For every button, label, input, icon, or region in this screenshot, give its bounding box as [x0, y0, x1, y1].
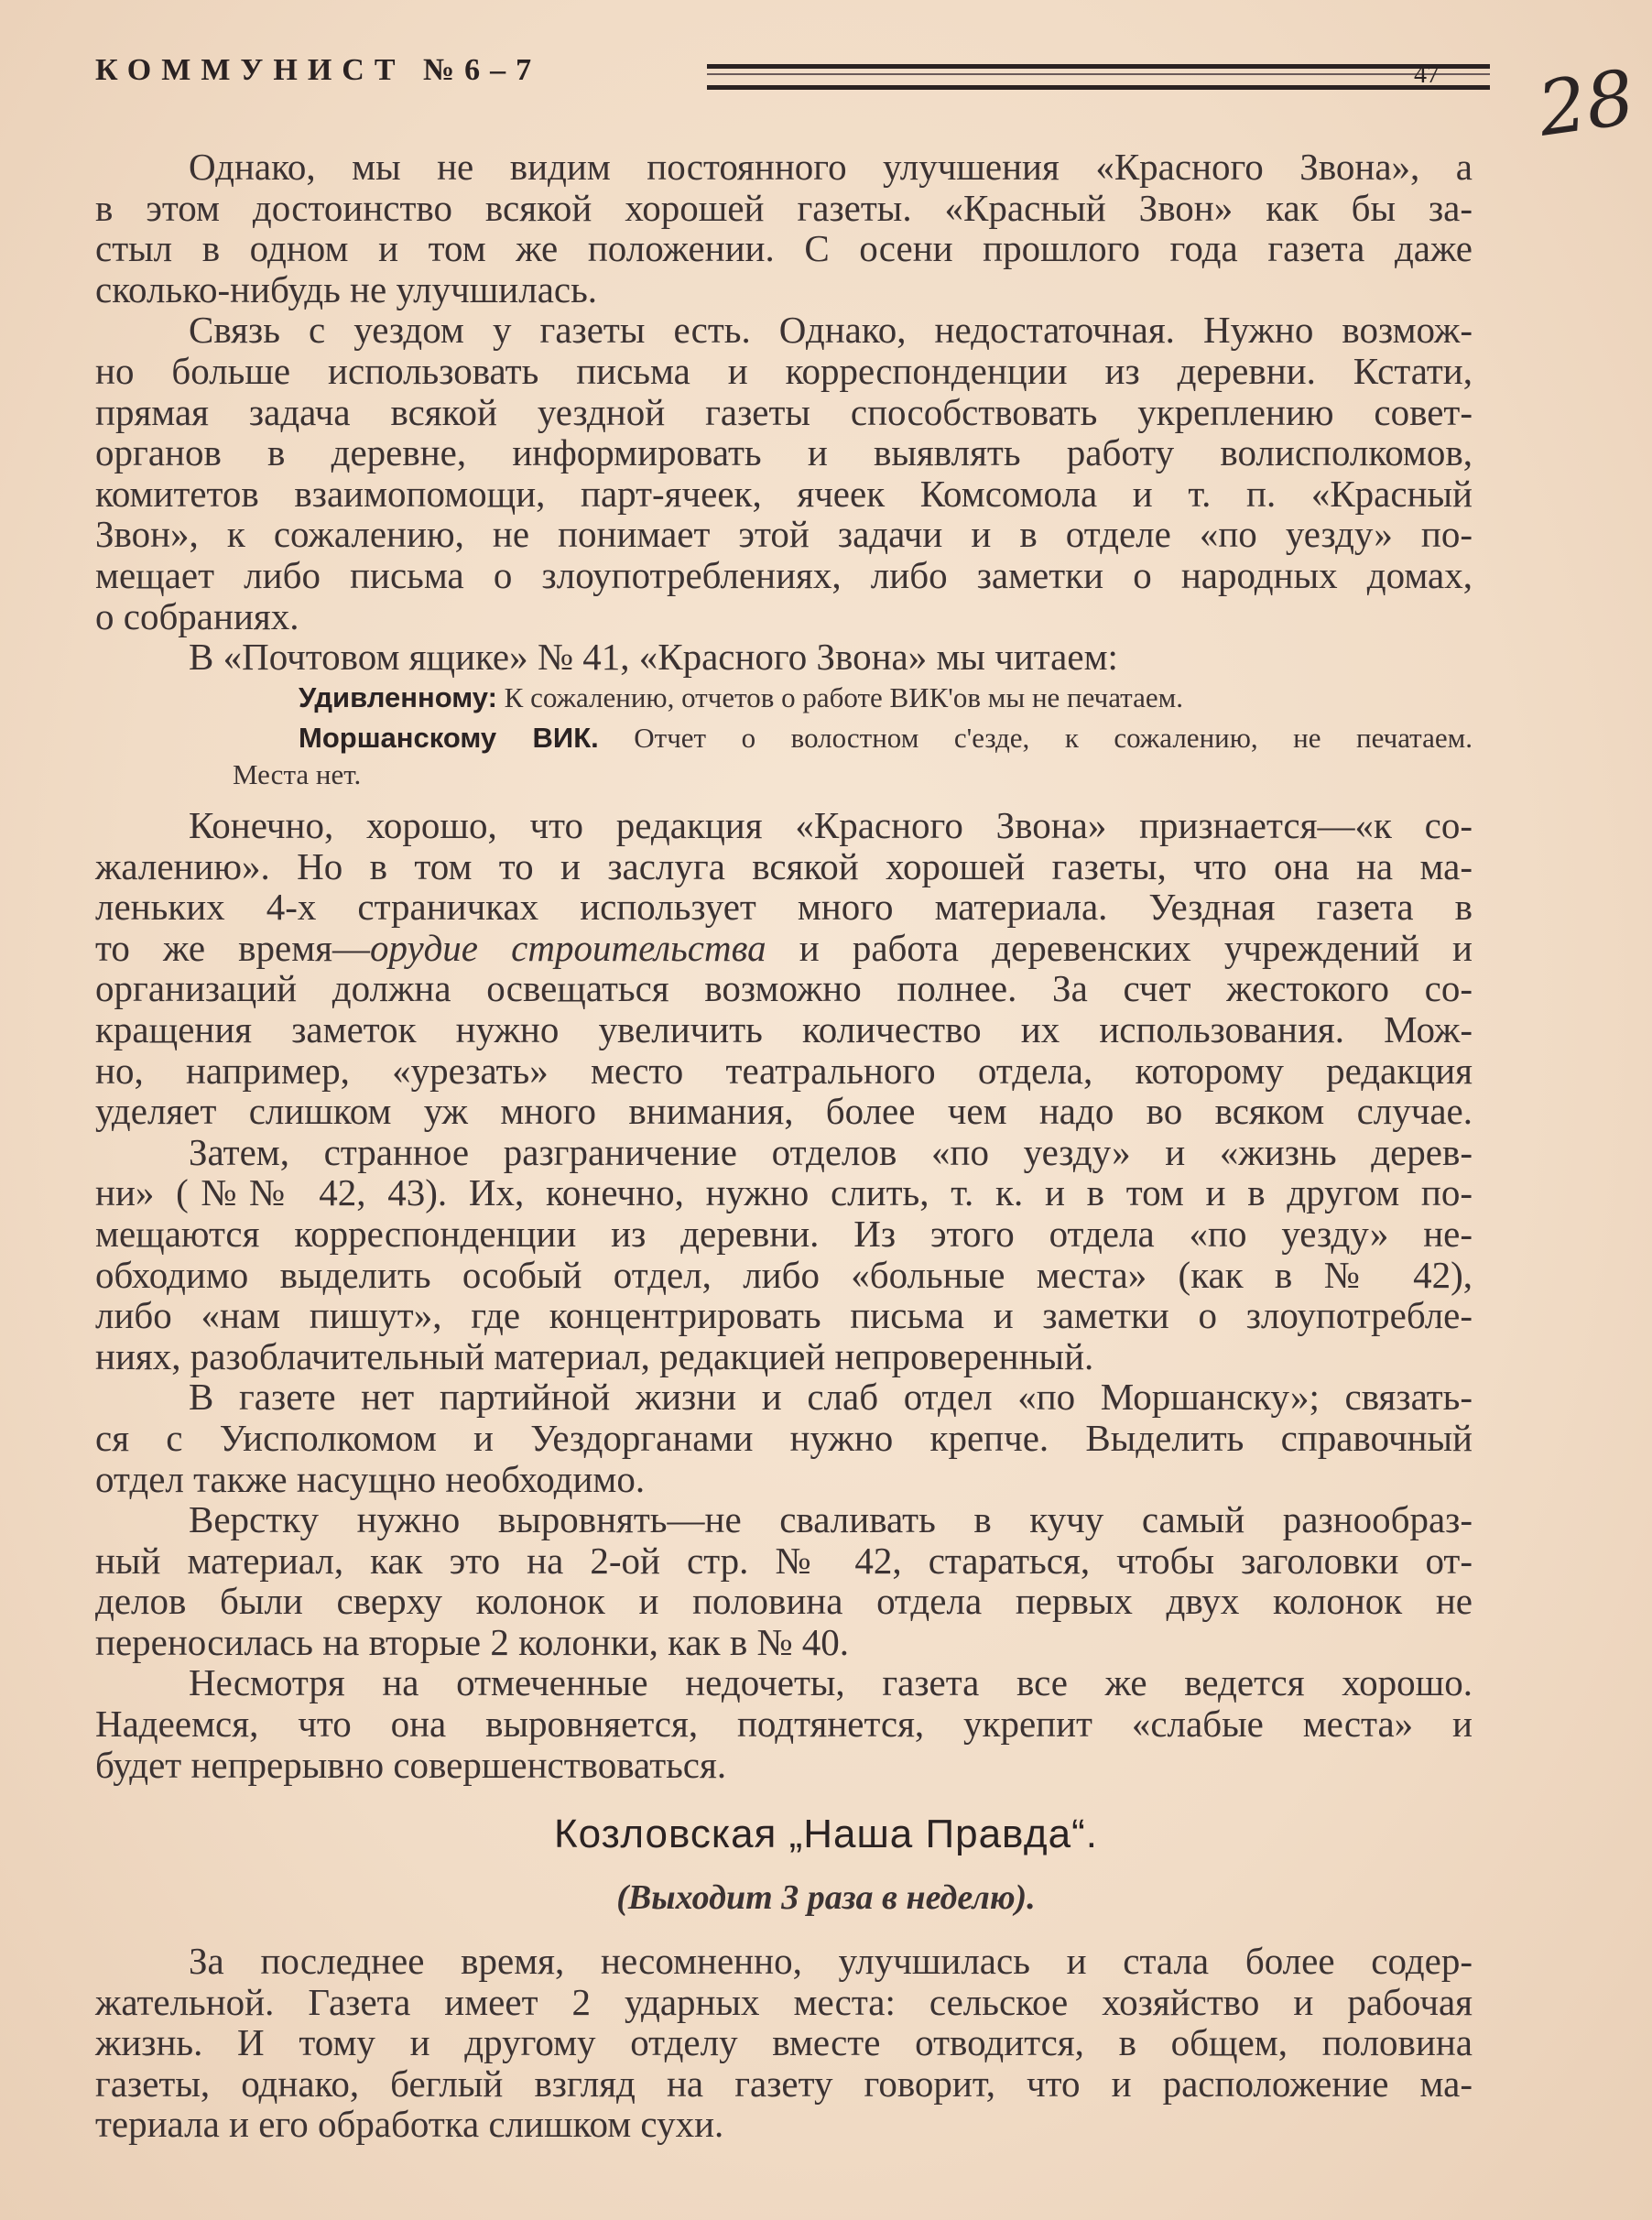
text-segment: ный материал, как это на 2-ой стр. № 42, стараться, чтобы заголовки от-	[95, 1539, 1473, 1582]
text-line	[95, 188, 1473, 229]
text-segment: Конечно, хорошо, что редакция «Красного Звона» признается—«к со-	[189, 804, 1473, 846]
text-segment: Несмотря на отмеченные недочеты, газета все же ведется хорошо.	[189, 1661, 1473, 1704]
running-header	[95, 53, 1487, 99]
text-line	[95, 1540, 1473, 1582]
text-segment: и работа деревенских учреждений и	[766, 926, 1473, 969]
text-line	[95, 1295, 1473, 1336]
text-segment: жательной. Газета имеет 2 ударных места: сельское хозяйство и рабочая	[95, 1980, 1473, 2023]
text-line	[95, 555, 1473, 596]
text-line	[95, 1377, 1473, 1418]
text-segment: Связь с уездом у газеты есть. Однако, недостаточная. Нужно возмож-	[189, 309, 1473, 352]
text-segment: Надеемся, что она выровняется, подтянется, укрепит «слабые места» и	[95, 1703, 1473, 1746]
text-segment: обходимо выделить особый отдел, либо «больные места» (как в № 42),	[95, 1253, 1473, 1296]
text-segment: жалению». Но в том то и заслуга всякой хорошей газеты, что она на ма-	[95, 844, 1473, 887]
quote-reply-1-text: К сожалению, отчетов о работе ВИК'ов мы не печатаем.	[496, 681, 1183, 713]
text-segment: то же время—	[95, 926, 371, 969]
text-segment: ни» (№№ 42, 43). Их, конечно, нужно слить, т. к. и в том и в другом по-	[95, 1171, 1473, 1214]
article-text-part3	[95, 1941, 1473, 2145]
handwritten-folio-number: 28	[1532, 54, 1640, 154]
text-line	[95, 2022, 1473, 2063]
text-line	[95, 514, 1473, 555]
text-line	[95, 596, 1473, 637]
text-segment: делов были сверху колонок и половина отдела первых двух колонок не	[95, 1580, 1473, 1623]
text-line	[95, 392, 1473, 433]
article-text-part2	[95, 805, 1473, 1785]
text-segment: но больше использовать письма и корреспонденции из деревни. Кстати,	[95, 349, 1473, 392]
text-segment: переносилась на вторые 2 колонки, как в № 40.	[95, 1620, 850, 1663]
text-line	[95, 2104, 1473, 2145]
text-line	[95, 1662, 1473, 1703]
page-number: 47	[1414, 60, 1440, 89]
text-line	[95, 2063, 1473, 2105]
text-line	[95, 310, 1473, 351]
text-line	[95, 928, 1473, 969]
text-line	[95, 1091, 1473, 1132]
text-line	[95, 228, 1473, 269]
text-line	[95, 269, 1473, 310]
text-segment: Однако, мы не видим постоянного улучшения «Красного Звона», а	[189, 146, 1473, 188]
text-line	[95, 147, 1473, 188]
text-segment: териала и его обработка слишком сухи.	[95, 2103, 724, 2146]
text-segment: ся с Уисполкомом и Уездорганами нужно крепче. Выделить справочный	[95, 1416, 1473, 1459]
italic-emphasis: орудие строительства	[370, 926, 766, 969]
text-segment: В «Почтовом ящике» № 41, «Красного Звона» мы читаем:	[189, 636, 1118, 679]
text-segment: комитетов взаимопомощи, парт-ячеек, ячеек Комсомола и т. п. «Красный	[95, 472, 1473, 515]
header-double-rule	[707, 64, 1490, 90]
quote-reply-1	[95, 680, 1473, 716]
text-segment: Звон», к сожалению, не понимает этой задачи и в отделе «по уезду» по-	[95, 513, 1473, 556]
quote-reply-2-label: Моршанскому ВИК.	[299, 722, 599, 754]
text-line	[95, 473, 1473, 515]
text-segment: жизнь. И тому и другому отделу вместе отводится, в общем, половина	[95, 2021, 1473, 2064]
text-segment: в этом достоинство всякой хорошей газеты. «Красный Звон» как бы за-	[95, 186, 1473, 229]
text-segment: В газете нет партийной жизни и слаб отдел «по Моршанску»; связать-	[189, 1376, 1473, 1419]
text-line	[95, 968, 1473, 1009]
text-line	[95, 887, 1473, 928]
text-line	[95, 1459, 1473, 1500]
text-segment: мещаются корреспонденции из деревни. Из этого отдела «по уезду» не-	[95, 1212, 1473, 1255]
text-line	[95, 846, 1473, 887]
article-text-part1	[95, 147, 1473, 678]
text-segment: но, например, «урезать» место театрального отдела, которому редакция	[95, 1049, 1473, 1092]
text-segment: либо «нам пишут», где концентрировать письма и заметки о злоупотребле-	[95, 1294, 1473, 1337]
journal-title: КОММУНИСТ №6–7	[95, 53, 542, 87]
text-line	[95, 1172, 1473, 1213]
text-segment: леньких 4-х страничках использует много материала. Уездная газета в	[95, 886, 1473, 929]
text-segment: Затем, странное разграничение отделов «по уезду» и «жизнь дерев-	[189, 1130, 1473, 1173]
section-heading: Козловская „Наша Правда“.	[554, 1812, 1098, 1856]
text-segment: мещает либо письма о злоупотреблениях, либо заметки о народных домах,	[95, 553, 1473, 596]
text-segment: ниях, разоблачительный материал, редакцией непроверенный.	[95, 1334, 1094, 1377]
text-line	[95, 1622, 1473, 1663]
text-line	[95, 1336, 1473, 1377]
text-line	[95, 1499, 1473, 1540]
quote-reply-2-continued: Места нет.	[233, 758, 362, 790]
text-segment: кращения заметок нужно увеличить количество их использования. Мож-	[95, 1007, 1473, 1050]
text-segment: газеты, однако, беглый взгляд на газету говорит, что и расположение ма-	[95, 2062, 1473, 2105]
text-segment: прямая задача всякой уездной газеты способствовать укреплению совет-	[95, 390, 1473, 433]
text-segment: Верстку нужно выровнять—не сваливать в кучу самый разнообраз-	[189, 1498, 1473, 1541]
text-segment: сколько-нибудь не улучшилась.	[95, 267, 598, 310]
text-line	[95, 1009, 1473, 1050]
text-line	[95, 1255, 1473, 1296]
text-segment: За последнее время, несомненно, улучшилась и стала более содер-	[189, 1940, 1473, 1982]
text-line	[95, 637, 1473, 678]
quote-reply-2-text: Отчет о волостном с'езде, к сожалению, не печатаем.	[598, 722, 1473, 754]
text-segment: уделяет слишком уж много внимания, более чем надо во всяком случае.	[95, 1090, 1473, 1133]
text-segment: будет непрерывно совершенствоваться.	[95, 1743, 727, 1786]
text-line	[95, 1581, 1473, 1622]
text-segment: о собраниях.	[95, 594, 299, 637]
text-line	[95, 1050, 1473, 1092]
mailbox-quote	[95, 680, 1473, 793]
text-line	[95, 1213, 1473, 1255]
text-line	[95, 1982, 1473, 2023]
quote-reply-2	[95, 720, 1473, 756]
text-line	[95, 1941, 1473, 1982]
text-line	[95, 432, 1473, 473]
text-line	[95, 1418, 1473, 1459]
text-segment: организаций должна освещаться возможно полнее. За счет жестокого со-	[95, 967, 1473, 1010]
quote-reply-1-label: Удивленному:	[299, 681, 497, 713]
text-line	[95, 805, 1473, 846]
text-segment: отдел также насущно необходимо.	[95, 1457, 646, 1500]
text-line	[95, 1745, 1473, 1786]
section-subtitle: (Выходит 3 раза в неделю).	[616, 1878, 1036, 1917]
text-line	[95, 351, 1473, 392]
text-line	[95, 1132, 1473, 1173]
text-segment: стыл в одном и том же положении. С осени прошлого года газета даже	[95, 227, 1473, 270]
text-segment: органов в деревне, информировать и выявлять работу волисполкомов,	[95, 431, 1473, 474]
text-line	[95, 1703, 1473, 1745]
